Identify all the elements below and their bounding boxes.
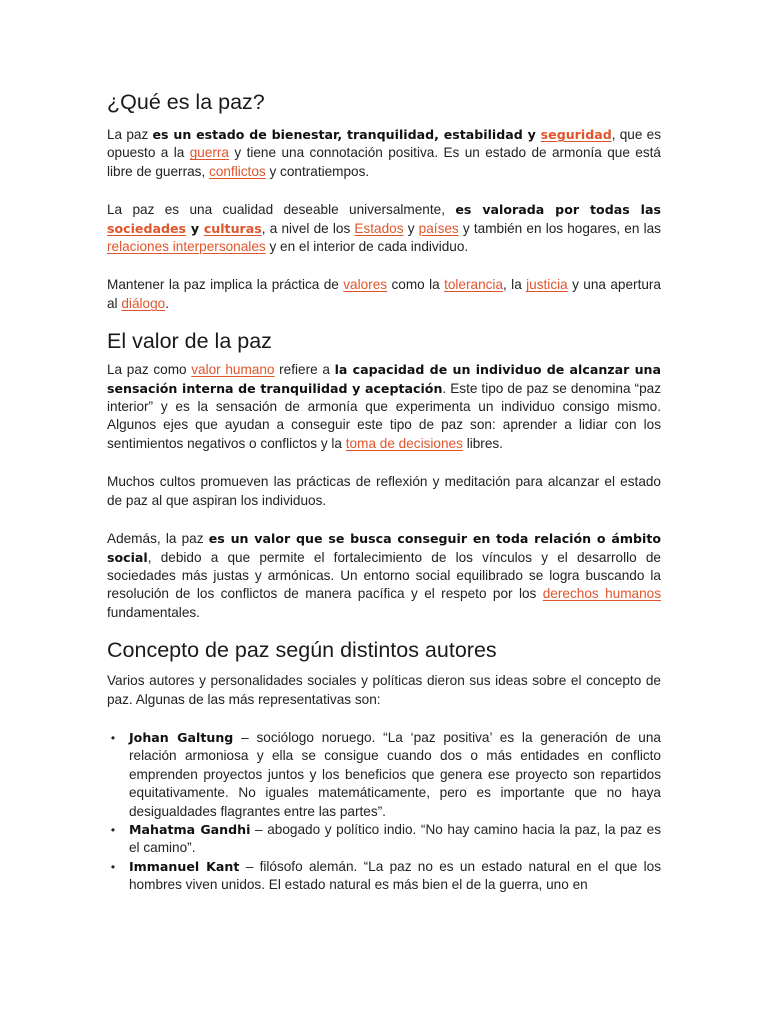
heading-que-es-la-paz: ¿Qué es la paz? xyxy=(107,90,265,114)
paragraph-cultos xyxy=(107,473,661,510)
paragraph-valor-social xyxy=(107,530,661,622)
text-run: fundamentales. xyxy=(107,604,200,620)
heading-valor-de-la-paz: El valor de la paz xyxy=(107,329,272,354)
link-culturas[interactable]: culturas xyxy=(203,220,262,236)
author-name: Johan Galtung xyxy=(129,729,234,745)
bold-run: la capacidad de un individuo de alcanzar una sensación interna de tranquilidad y aceptación xyxy=(107,362,662,396)
link-derechos-humanos[interactable]: derechos humanos xyxy=(542,586,661,602)
text-run: . xyxy=(165,295,169,311)
link-tolerancia[interactable]: tolerancia xyxy=(444,277,504,293)
link-estados[interactable]: Estados xyxy=(354,220,404,236)
text-run: La paz xyxy=(107,127,153,142)
link-valores[interactable]: valores xyxy=(343,277,388,293)
text-run: Muchos cultos promueven las prácticas de reflexión y meditación para alcanzar el estado de paz al que aspiran los individuos. xyxy=(107,474,661,508)
link-relaciones-interpersonales[interactable]: relaciones interpersonales xyxy=(107,239,266,255)
paragraph-definicion xyxy=(107,126,661,181)
text-run: Además, la paz xyxy=(107,531,209,547)
heading-concepto-autores: Concepto de paz según distintos autores xyxy=(107,638,497,663)
list-item-gandhi xyxy=(110,821,661,858)
author-name: Mahatma Gandhi xyxy=(129,821,251,837)
author-quote: – filósofo alemán. “La paz no es un estado natural en el que los hombres viven unidos. El estado natural es más bien el de la guerra, uno en xyxy=(129,858,661,893)
link-conflictos[interactable]: conflictos xyxy=(209,163,266,179)
text-run: refiere a xyxy=(274,362,335,378)
text-run: y una apertura al xyxy=(107,277,661,311)
list-item-galtung xyxy=(110,729,661,821)
text-run: . Este tipo de paz se denomina “paz interior” y es la sensación de armonía que experimenta un individuo consigo mismo. Algunos ejes que ayudan a conseguir este tipo de paz son: aprender a lidiar con los sentimientos negativos o conflictos y la xyxy=(107,380,661,451)
link-justicia[interactable]: justicia xyxy=(526,277,568,293)
author-quote: – sociólogo noruego. “La ‘paz positiva’ es la generación de una relación armoniosa y ella se consigue cuando dos o más entidades en conflicto emprenden proyectos juntos y los beneficios que genera ese proyecto son repartidos equitativamente. No iguales matemáticamente, pero es importante que no haya desigualdades flagrantes entre las partes”. xyxy=(129,729,661,819)
text-run: y tiene una connotación positiva. Es un estado de armonía que está libre de guerras, xyxy=(107,145,661,179)
text-run: , debido a que permite el fortalecimiento de los vínculos y el desarrollo de sociedades más justas y armónicas. Un entorno social equilibrado se logra buscando la resolución de los conflictos de manera pacífica y el respeto por los xyxy=(107,549,661,602)
bold-run: es un valor que se busca conseguir en toda relación o ámbito social xyxy=(107,531,661,565)
link-valor-humano[interactable]: valor humano xyxy=(191,362,275,378)
text-run: como la xyxy=(387,277,445,293)
paragraph-cualidad xyxy=(107,201,661,256)
text-run: La paz es una cualidad deseable universalmente, xyxy=(107,202,456,218)
article-body xyxy=(107,88,661,895)
paragraph-mantener-paz xyxy=(107,276,661,313)
text-run: , la xyxy=(503,277,527,293)
author-name: Immanuel Kant xyxy=(129,858,240,874)
text-run: La paz como xyxy=(107,362,192,378)
link-dialogo[interactable]: diálogo xyxy=(121,295,166,311)
bold-run: y xyxy=(186,220,204,236)
text-run: y contratiempos. xyxy=(265,163,370,179)
bullet-icon: • xyxy=(110,859,116,874)
authors-list xyxy=(107,729,661,895)
bullet-icon: • xyxy=(110,730,116,745)
link-guerra[interactable]: guerra xyxy=(189,145,229,161)
bold-run: es un estado de bienestar, tranquilidad, estabilidad y xyxy=(152,127,541,142)
link-sociedades[interactable]: sociedades xyxy=(107,220,187,236)
text-run: y xyxy=(403,220,419,236)
text-run: Mantener la paz implica la práctica de xyxy=(107,277,344,293)
text-run: , a nivel de los xyxy=(261,220,355,236)
link-seguridad[interactable]: seguridad xyxy=(540,127,612,142)
bold-run: es valorada por todas las xyxy=(455,202,661,218)
paragraph-autores-intro: Varios autores y personalidades sociales y políticas dieron sus ideas sobre el concepto de paz. Algunas de las más representativas son: xyxy=(107,673,661,707)
bullet-icon: • xyxy=(110,822,116,837)
text-run: , que es opuesto a la xyxy=(107,127,662,161)
list-item-kant xyxy=(110,858,661,895)
paragraph-valor-humano xyxy=(107,361,661,453)
text-run: y en el interior de cada individuo. xyxy=(265,239,469,255)
text-run: y también en los hogares, en las xyxy=(458,220,661,236)
link-toma-de-decisiones[interactable]: toma de decisiones xyxy=(345,435,463,451)
link-paises[interactable]: países xyxy=(418,220,459,236)
author-quote: – abogado y político indio. “No hay camino hacia la paz, la paz es el camino”. xyxy=(129,821,661,856)
text-run: libres. xyxy=(462,435,503,451)
